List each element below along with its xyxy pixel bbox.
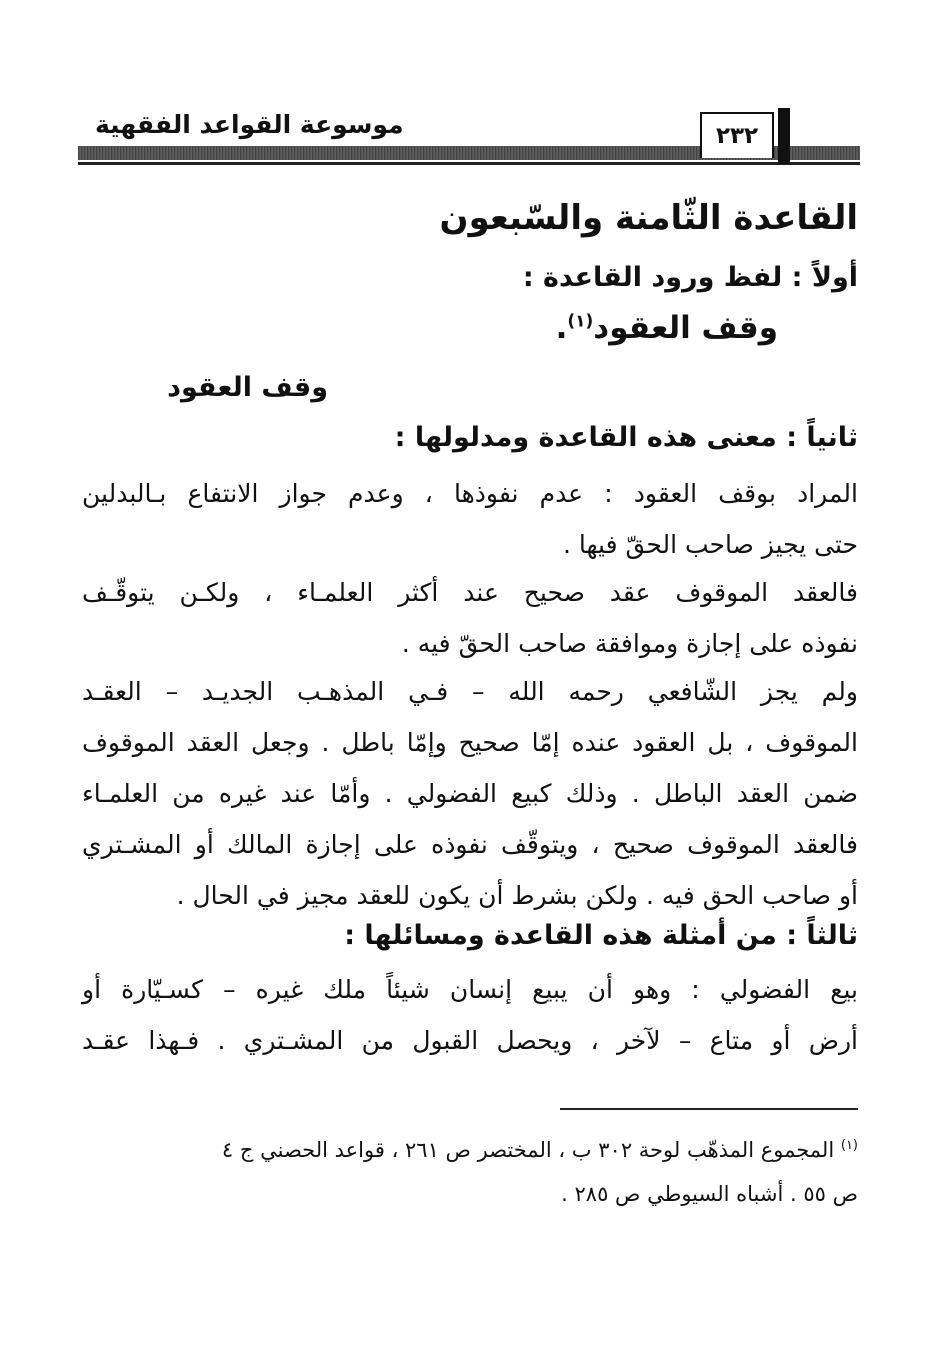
footnote-line: ص ٥٥ . أشباه السيوطي ص ٢٨٥ .	[561, 1182, 858, 1206]
section-2-paragraph-2	[82, 567, 858, 669]
text-line: أو صاحب الحق فيه . ولكن بشرط أن يكون للعقد مجيز في الحال .	[176, 881, 858, 910]
footnote-separator	[560, 1108, 858, 1110]
text-line: المراد بوقف العقود : عدم نفوذها ، وعدم جواز الانتفاع بـالبدلين	[82, 479, 858, 508]
rule-heading: القاعدة الثّامنة والسّبعون	[439, 198, 858, 238]
rule-name-repeat: وقف العقود	[167, 372, 328, 403]
text-line: فالعقد الموقوف عقد صحيح عند أكثر العلمـاء ، ولكـن يتوقّـف	[82, 578, 858, 607]
running-header-title: موسوعة القواعد الفقهية	[95, 110, 404, 139]
text-line: أرض أو متاع – لآخر ، ويحصل القبول من المشـتري . فـهذا عقـد	[82, 1026, 858, 1055]
footnote-line	[82, 1124, 858, 1172]
text-line: الموقوف ، بل العقود عنده إمّا صحيح وإمّا باطل . وجعل العقد الموقوف	[82, 728, 858, 757]
section-2-heading: ثانياً : معنى هذه القاعدة ومدلولها :	[394, 422, 858, 453]
text-line: حتى يجيز صاحب الحقّ فيها .	[563, 530, 858, 559]
section-3-heading: ثالثاً : من أمثلة هذه القاعدة ومسائلها :	[344, 920, 858, 951]
text-line: نفوذه على إجازة وموافقة صاحب الحقّ فيه .	[401, 629, 858, 658]
rule-name	[556, 310, 778, 346]
text-line: ضمن العقد الباطل . وذلك كبيع الفضولي . وأمّا عند غيره من العلمـاء	[82, 779, 858, 808]
text-line: بيع الفضولي : وهو أن يبيع إنسان شيئاً ملك غيره – كسـيّارة أو	[82, 975, 858, 1004]
footnote-line-1-text: المجموع المذهّب لوحة ٣٠٢ ب ، المختصر ص ٢٦١ ، قواعد الحصني ج ٤	[221, 1138, 835, 1162]
section-3-paragraph-1	[82, 964, 858, 1066]
page-number-bar	[778, 108, 790, 164]
rule-name-end: .	[555, 310, 568, 346]
text-line: فالعقد الموقوف صحيح ، ويتوقّف نفوذه على إجازة المالك أو المشـتري	[82, 830, 858, 859]
section-2-paragraph-3	[82, 666, 858, 921]
footnote-ref: (١)	[567, 311, 594, 332]
page-number: ٢٣٢	[700, 112, 774, 158]
rule-name-text: وقف العقود	[593, 310, 778, 346]
text-line: ولم يجز الشّافعي رحمه الله – فـي المذهـب الجديـد – العقـد	[82, 677, 858, 706]
section-2-paragraph-1	[82, 468, 858, 570]
footnote-marker: (١)	[840, 1138, 858, 1153]
footnote	[82, 1124, 858, 1216]
section-1-heading: أولاً : لفظ ورود القاعدة :	[522, 262, 858, 293]
header-rule-thin	[78, 162, 860, 165]
